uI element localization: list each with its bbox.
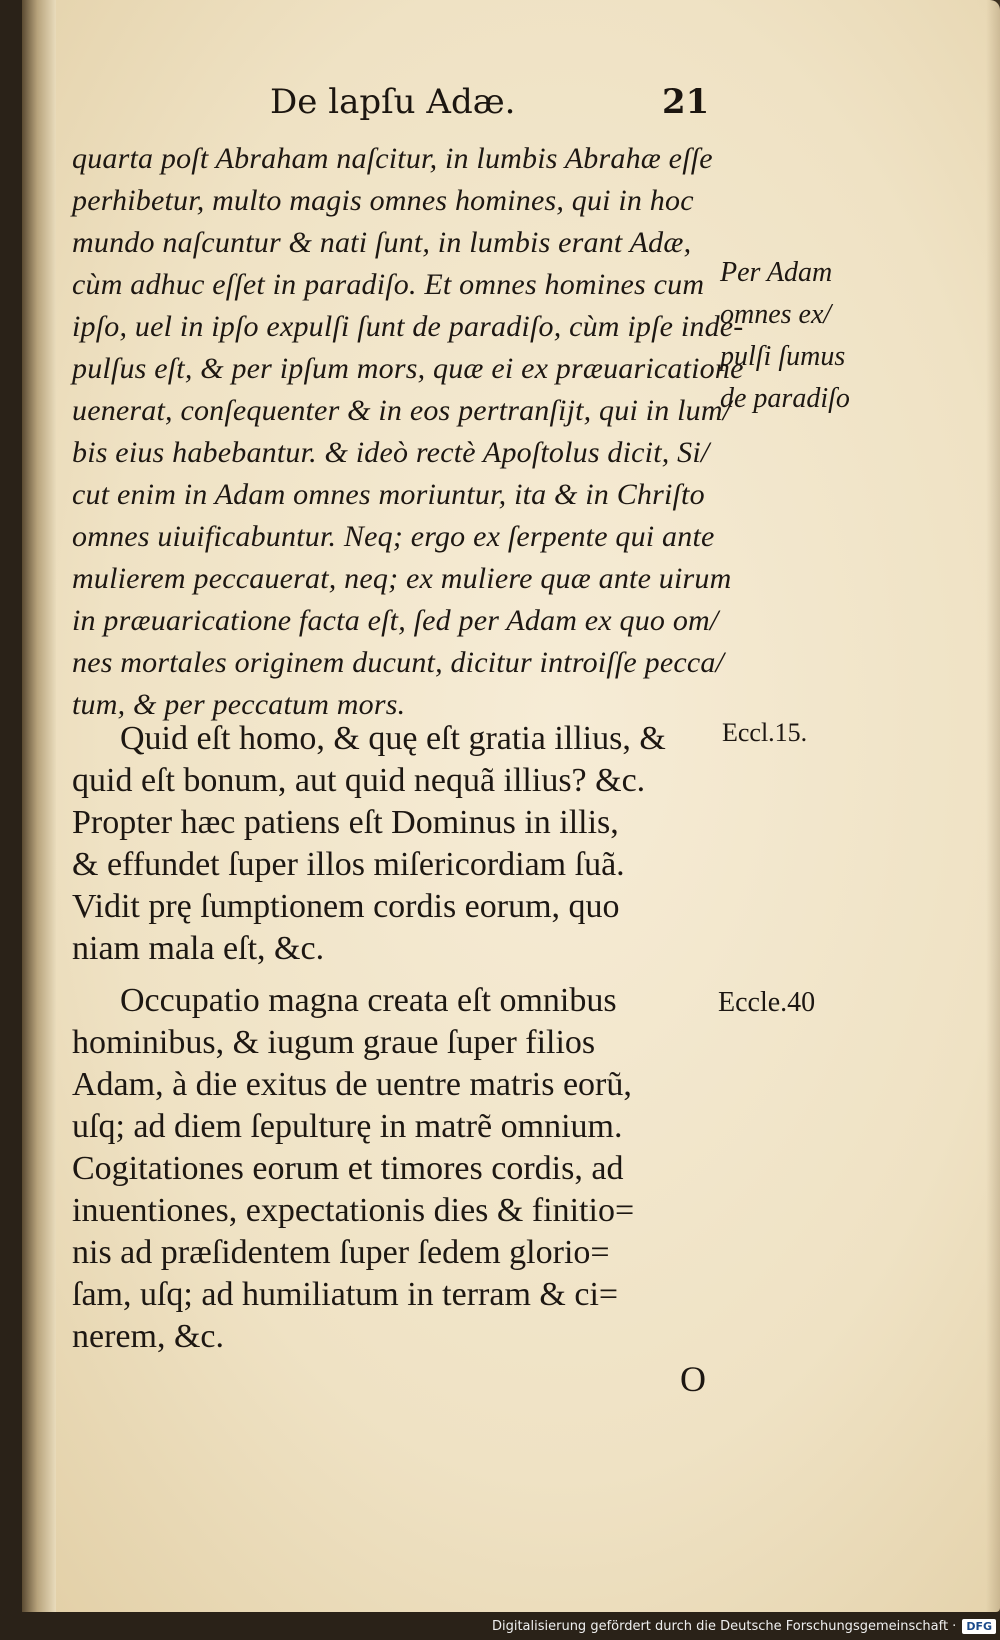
paragraph-gap (72, 970, 722, 980)
text-line: niam mala eſt, &c. (72, 930, 325, 967)
text-line: quarta poſt Abraham naſcitur, in lumbis Abrahæ eſſe (72, 142, 713, 175)
marginal-note-line: pulſi ſumus (720, 341, 846, 372)
text-line: pulſus eſt, & per ipſum mors, quæ ei ex præuaricatione (72, 352, 744, 385)
paragraph-ecclesiasticus-15 (72, 718, 722, 970)
text-line: tum, & per peccatum mors. (72, 688, 406, 721)
text-line: Cogitationes eorum et timores cordis, ad (72, 1150, 624, 1187)
text-line: & effundet ſuper illos miſericordiam ſuã. (72, 846, 625, 883)
digitization-footer (492, 1614, 996, 1638)
text-line: hominibus, & iugum graue ſuper filios (72, 1024, 596, 1061)
text-line: cut enim in Adam omnes moriuntur, ita & in Chriſto (72, 478, 705, 511)
text-line: Occupatio magna creata eſt omnibus (120, 982, 617, 1019)
text-line: Vidit prę ſumptionem cordis eorum, quo (72, 888, 620, 925)
page-gutter (22, 0, 56, 1612)
catchword: O (680, 1359, 706, 1399)
marginal-note-eccle-40: Eccle.40 (718, 987, 816, 1018)
text-line: uſq; ad diem ſepulturę in matrẽ omnium. (72, 1108, 623, 1145)
text-line: perhibetur, multo magis omnes homines, qui in hoc (72, 184, 694, 217)
marginal-note-line: omnes ex/ (720, 299, 832, 330)
text-line: mundo naſcuntur & nati ſunt, in lumbis erant Adæ, (72, 226, 692, 259)
paragraph-ecclesiasticus-40 (72, 980, 722, 1358)
marginal-note-eccl-15: Eccl.15. (722, 718, 808, 747)
text-line: omnes uiuificabuntur. Neq; ergo ex ſerpente qui ante (72, 520, 715, 553)
text-line: nes mortales originem ducunt, dicitur introiſſe pecca/ (72, 646, 725, 679)
marginal-note-line: Per Adam (720, 257, 833, 288)
text-line: in præuaricatione facta eſt, ſed per Adam ex quo om/ (72, 604, 719, 637)
marginal-note-per-adam (720, 252, 850, 420)
page-edge (986, 0, 1000, 1612)
text-line: bis eius habebantur. & ideò rectè Apoſtolus dicit, Si/ (72, 436, 710, 469)
text-line: inuentiones, expectationis dies & finitio= (72, 1192, 635, 1229)
text-line: Propter hæc patiens eſt Dominus in illis, (72, 804, 619, 841)
text-line: nis ad præſidentem ſuper ſedem glorio= (72, 1234, 610, 1271)
text-line: cùm adhuc eſſet in paradiſo. Et omnes homines cum (72, 268, 705, 301)
marginal-note-line: de paradiſo (720, 383, 850, 414)
text-line: ipſo, uel in ipſo expulſi ſunt de paradiſo, cùm ipſe inde- (72, 310, 744, 343)
italic-text-block (72, 138, 744, 726)
text-line: Adam, à die exitus de uentre matris eorũ, (72, 1066, 632, 1103)
text-line: nerem, &c. (72, 1318, 224, 1355)
text-line: Quid eſt homo, & quę eſt gratia illius, & (120, 720, 666, 757)
running-head-title: De lapſu Adæ. (270, 82, 516, 122)
dfg-logo-icon: DFG (962, 1619, 996, 1634)
text-line: ſam, uſq; ad humiliatum in terram & ci= (72, 1276, 619, 1313)
roman-text-block (72, 718, 722, 1358)
text-line: quid eſt bonum, aut quid nequã illius? &c. (72, 762, 646, 799)
footer-text: Digitalisierung gefördert durch die Deutsche Forschungsgemeinschaft · (491, 1618, 957, 1634)
page-number: 21 (662, 82, 710, 122)
text-line: uenerat, conſequenter & in eos pertranſijt, qui in lum/ (72, 394, 732, 427)
text-line: mulierem peccauerat, neq; ex muliere quæ ante uirum (72, 562, 732, 595)
